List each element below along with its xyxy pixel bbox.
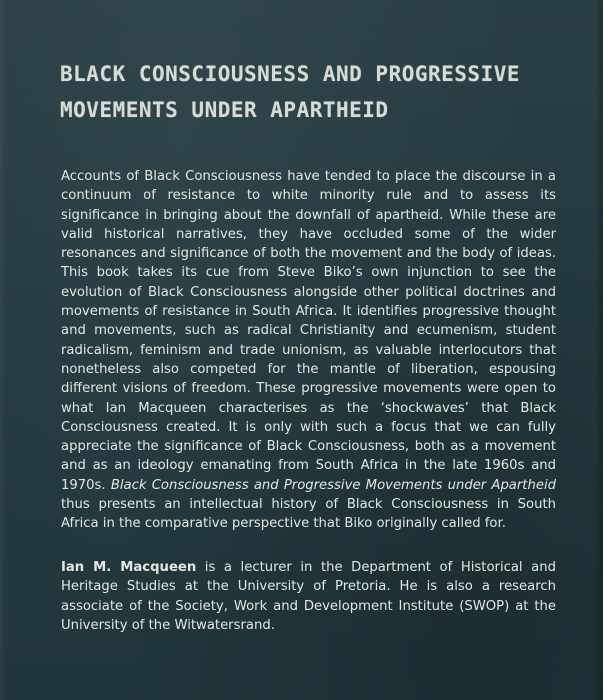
author-bio-text: is a lecturer in the Department of Historical and Heritage Studies at the University of Pretoria. He is also a research associate of the Society, Work and Development Institute (SWOP) at the University of the Witwatersrand. [61, 560, 556, 633]
description-italic-title: Black Consciousness and Progressive Movements under Apartheid [110, 477, 556, 493]
cover-left-edge [0, 0, 6, 700]
description-part-2: thus presents an intellectual history of Black Consciousness in South Africa in the comparative perspective that Biko originally called for. [61, 497, 556, 532]
book-title-line-2: MOVEMENTS UNDER APARTHEID [60, 98, 389, 122]
book-description [61, 167, 556, 534]
book-title [60, 56, 560, 128]
author-bio [61, 558, 556, 635]
book-title-line-1: BLACK CONSCIOUSNESS AND PROGRESSIVE [60, 62, 521, 86]
author-name: Ian M. Macqueen [61, 560, 197, 575]
description-part-1: Accounts of Black Consciousness have tended to place the discourse in a continuum of resistance to white minority rule and to assess its significance in bringing about the downfall of apartheid. While these are valid historical narratives, they have occluded some of the wider resonances and significance of both the movement and the body of ideas. This book takes its cue from Steve Biko’s own injunction to see the evolution of Black Consciousness alongside other political doctrines and movements of resistance in South Africa. It identifies progressive thought and movements, such as radical Christianity and ecumenism, student radicalism, feminism and trade unionism, as valuable interlocutors that nonetheless also competed for the mantle of liberation, espousing different visions of freedom. These progressive movements were open to what Ian Macqueen characterises as the ‘shockwaves’ that Black Consciousness created. It is only with such a focus that we can fully appreciate the significance of Black Consciousness, both as a movement and as an ideology emanating from South Africa in the late 1960s and 1970s. [61, 169, 556, 493]
cover-right-edge [595, 0, 603, 700]
